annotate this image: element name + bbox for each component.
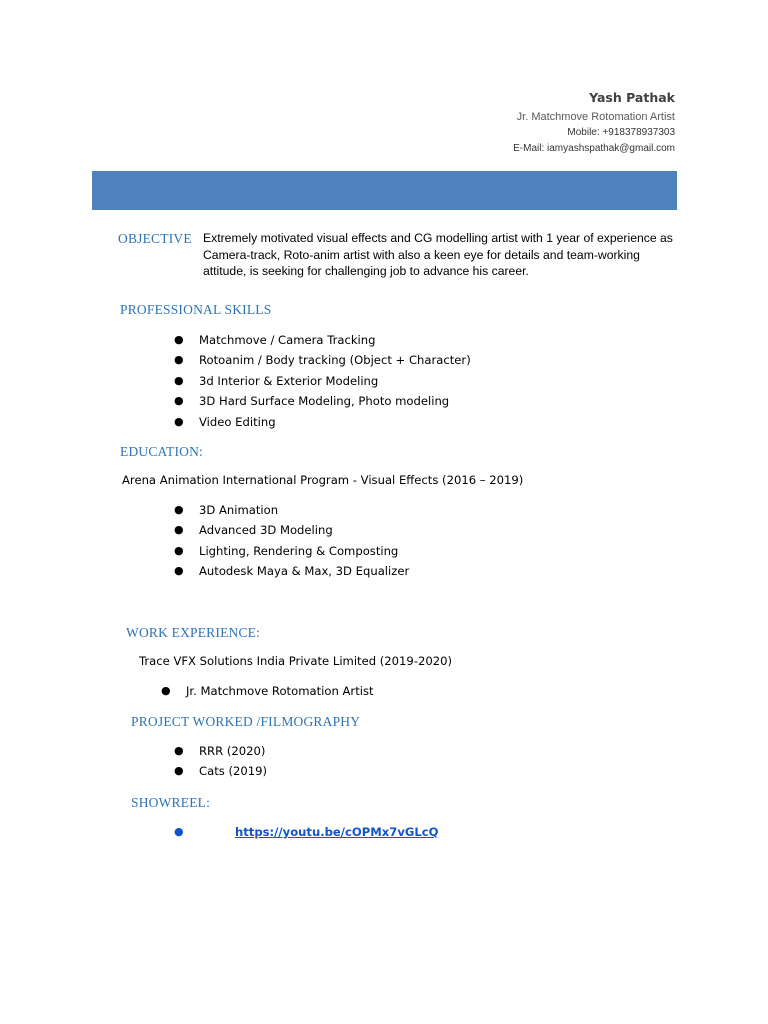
list-item: ● Rotoanim / Body tracking (Object + Character)	[174, 350, 471, 370]
header-block	[513, 90, 675, 159]
list-item: ● 3D Hard Surface Modeling, Photo modeling	[174, 391, 471, 411]
projects-heading: PROJECT WORKED /FILMOGRAPHY	[131, 714, 361, 729]
work-heading: WORK EXPERIENCE:	[126, 625, 261, 640]
bullet-icon: ●	[174, 333, 184, 346]
bullet-icon: ●	[174, 744, 184, 757]
objective-heading: OBJECTIVE	[118, 231, 192, 246]
bullet-icon: ●	[174, 394, 184, 408]
education-list	[174, 500, 409, 582]
candidate-name: Yash Pathak	[589, 90, 675, 105]
list-item: ● Video Editing	[174, 412, 471, 432]
bullet-icon: ●	[161, 684, 171, 697]
work-company: Trace VFX Solutions India Private Limited (2019-2020)	[139, 654, 453, 668]
objective-text: Extremely motivated visual effects and CG modelling artist with 1 year of experience as Camera-track, Roto-anim artist with also a keen eye for details and team-working attitude, is seeking for challenging job to advance his career.	[203, 231, 673, 278]
list-item: ● Cats (2019)	[174, 761, 267, 781]
list-item: ● Autodesk Maya & Max, 3D Equalizer	[174, 561, 409, 581]
mobile-number: Mobile: +918378937303	[567, 127, 675, 138]
bullet-icon: ●	[174, 373, 184, 387]
bullet-icon: ●	[174, 825, 184, 838]
bullet-icon: ●	[174, 764, 184, 778]
projects-list	[174, 741, 267, 782]
education-program: Arena Animation International Program - Visual Effects (2016 – 2019)	[122, 473, 524, 487]
list-item: ● Lighting, Rendering & Composting	[174, 541, 409, 561]
list-item	[174, 822, 439, 842]
list-item: ● Matchmove / Camera Tracking	[174, 330, 471, 350]
header-band	[92, 171, 677, 210]
email-address: E-Mail: iamyashspathak@gmail.com	[513, 143, 675, 154]
candidate-role: Jr. Matchmove Rotomation Artist	[516, 111, 675, 123]
skills-heading: PROFESSIONAL SKILLS	[120, 302, 272, 317]
bullet-icon: ●	[174, 414, 184, 428]
list-item: ● RRR (2020)	[174, 741, 267, 761]
education-heading: EDUCATION:	[120, 444, 203, 459]
skills-list	[174, 330, 471, 432]
showreel-list	[174, 822, 439, 842]
bullet-icon: ●	[174, 353, 184, 367]
list-item: ● Jr. Matchmove Rotomation Artist	[161, 681, 374, 701]
work-list	[161, 681, 374, 701]
bullet-icon: ●	[174, 543, 184, 557]
bullet-icon: ●	[174, 523, 184, 537]
bullet-icon: ●	[174, 503, 184, 516]
bullet-icon: ●	[174, 564, 184, 578]
showreel-heading: SHOWREEL:	[131, 795, 211, 810]
list-item: ● 3D Animation	[174, 500, 409, 520]
showreel-link[interactable]: https://youtu.be/cOPMx7vGLcQ	[235, 825, 439, 839]
list-item: ● Advanced 3D Modeling	[174, 520, 409, 540]
list-item: ● 3d Interior & Exterior Modeling	[174, 371, 471, 391]
